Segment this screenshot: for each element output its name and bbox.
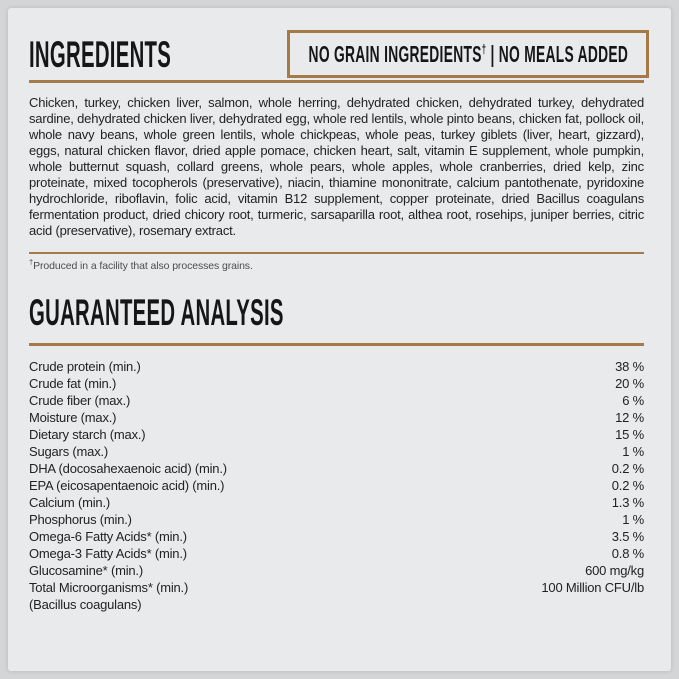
- analysis-row-value: 1 %: [622, 512, 644, 527]
- analysis-row-value: 15 %: [615, 427, 644, 442]
- analysis-row: [29, 358, 644, 375]
- analysis-row: [29, 477, 644, 494]
- analysis-row-label: Crude fiber (max.): [29, 393, 131, 408]
- analysis-row-label: Total Microorganisms* (min.): [29, 580, 189, 595]
- analysis-row: [29, 409, 644, 426]
- analysis-row-label: Crude fat (min.): [29, 376, 117, 391]
- analysis-row: [29, 528, 644, 545]
- analysis-row-label: Omega-3 Fatty Acids* (min.): [29, 546, 187, 561]
- analysis-row: [29, 392, 644, 409]
- analysis-row-value: 0.2 %: [611, 461, 644, 476]
- claim-text-left: NO GRAIN INGREDIENTS: [308, 40, 482, 67]
- analysis-row-value: 12 %: [615, 410, 644, 425]
- analysis-row-label: Phosphorus (min.): [29, 512, 132, 527]
- analysis-row: [29, 443, 644, 460]
- analysis-row-label: Glucosamine* (min.): [29, 563, 143, 578]
- analysis-row-value: 0.8 %: [611, 546, 644, 561]
- ingredients-header: [29, 30, 644, 83]
- analysis-row-label: (Bacillus coagulans): [29, 597, 142, 612]
- analysis-title: GUARANTEED ANALYSIS: [29, 292, 284, 333]
- analysis-row: [29, 426, 644, 443]
- analysis-row-label: Crude protein (min.): [29, 359, 141, 374]
- analysis-row-value: 600 mg/kg: [585, 563, 644, 578]
- analysis-row: [29, 375, 644, 392]
- analysis-list: [29, 358, 644, 613]
- ingredients-paragraph: Chicken, turkey, chicken liver, salmon, whole herring, dehydrated chicken, dehydrated turkey, dehydrated sardine, dehydrated chicken liver, dehydrated egg, whole red lentils, whole pinto beans, chicken fat, pollock oil, whole navy beans, whole green lentils, whole chickpeas, whole peas, turkey giblets (liver, heart, gizzard), eggs, natural chicken flavor, dried apple pomace, chicken heart, salt, vitamin E supplement, whole pumpkin, whole butternut squash, collard greens, whole pears, whole apples, whole cranberries, dried kelp, zinc proteinate, mixed tocopherols (preservative), niacin, thiamine mononitrate, calcium pantothenate, pyridoxine hydrochloride, riboflavin, folic acid, vitamin B12 supplement, copper proteinate, dried Bacillus coagulans fermentation product, dried chicory root, turmeric, sarsaparilla root, althea root, rosehips, juniper berries, citric acid (preservative), rosemary extract.: [29, 95, 644, 238]
- analysis-row-value: 38 %: [615, 359, 644, 374]
- analysis-row-label: Calcium (min.): [29, 495, 110, 510]
- footnote-text: Produced in a facility that also processes grains.: [33, 260, 253, 272]
- analysis-row: [29, 494, 644, 511]
- analysis-row-label: DHA (docosahexaenoic acid) (min.): [29, 461, 227, 476]
- claim-text-right: | NO MEALS ADDED: [486, 40, 629, 67]
- analysis-header: [29, 294, 644, 346]
- analysis-row-label: Moisture (max.): [29, 410, 117, 425]
- analysis-row-label: Sugars (max.): [29, 444, 109, 459]
- analysis-row-label: Omega-6 Fatty Acids* (min.): [29, 529, 187, 544]
- analysis-row: [29, 511, 644, 528]
- analysis-row-value: 1 %: [622, 444, 644, 459]
- analysis-row-value: 6 %: [622, 393, 644, 408]
- analysis-row: [29, 460, 644, 477]
- claim-badge-text: [309, 41, 629, 68]
- analysis-row-label: EPA (eicosapentaenoic acid) (min.): [29, 478, 225, 493]
- analysis-row: [29, 545, 644, 562]
- analysis-row: [29, 562, 644, 579]
- analysis-row-value: 1.3 %: [611, 495, 644, 510]
- analysis-row-value: 100 Million CFU/lb: [541, 580, 644, 595]
- analysis-row-value: 3.5 %: [611, 529, 644, 544]
- claim-badge: [287, 30, 649, 78]
- analysis-row-value: 0.2 %: [611, 478, 644, 493]
- section-divider: [29, 252, 644, 254]
- analysis-row: [29, 596, 644, 613]
- footnote-dagger: †: [29, 257, 34, 267]
- analysis-row: [29, 579, 644, 596]
- label-card: [8, 8, 671, 671]
- analysis-row-label: Dietary starch (max.): [29, 427, 146, 442]
- ingredients-title: INGREDIENTS: [29, 34, 172, 75]
- grain-footnote: [29, 257, 644, 272]
- analysis-row-value: 20 %: [615, 376, 644, 391]
- claim-dagger: †: [481, 40, 487, 56]
